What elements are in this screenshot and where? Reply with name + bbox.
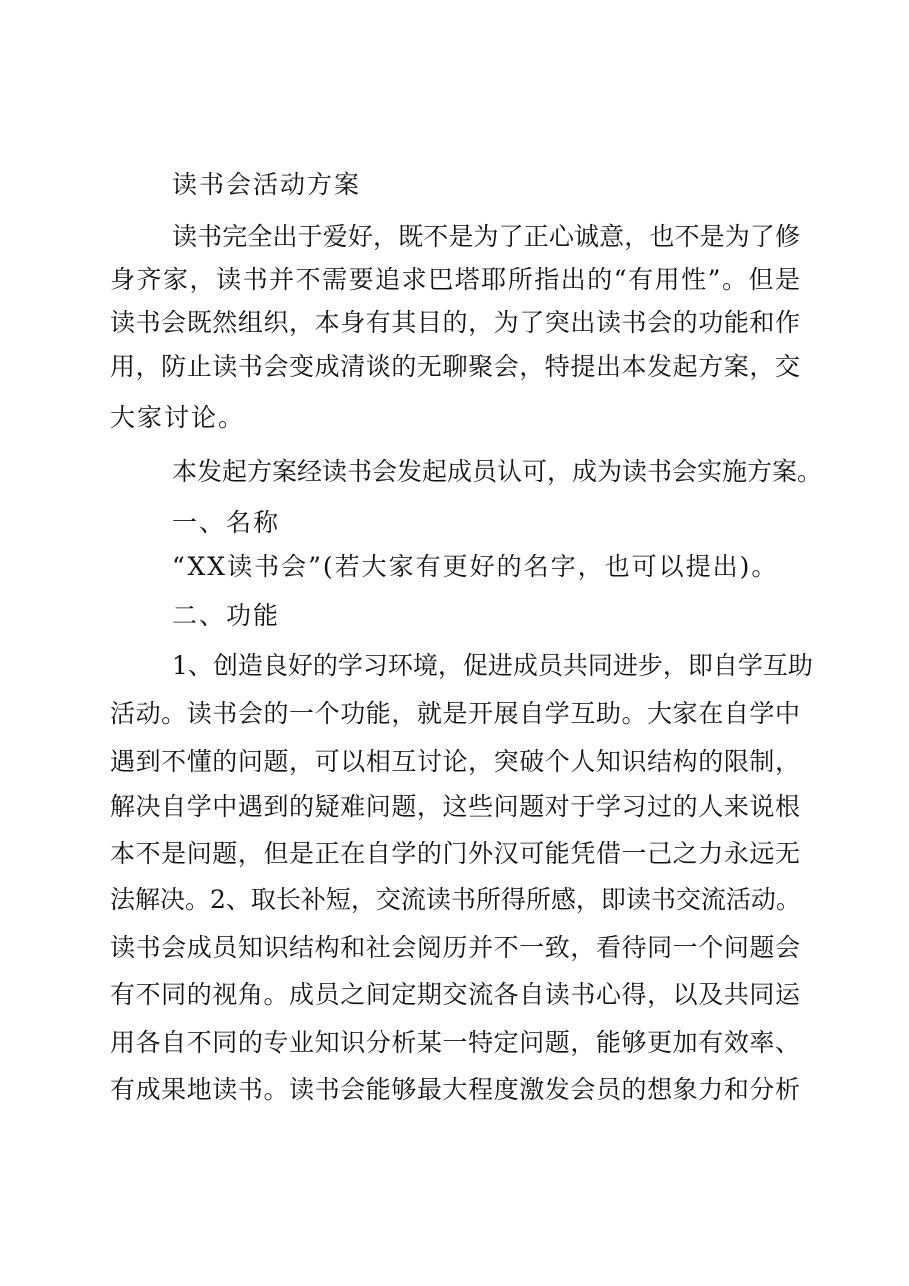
- paragraph-line: “XX读书会”(若大家有更好的名字，也可以提出)。: [172, 552, 779, 581]
- section-heading: 二、功能: [172, 601, 281, 630]
- section-heading: 一、名称: [172, 508, 281, 537]
- paragraph-line: 活动。读书会的一个功能，就是开展自学互助。大家在自学中: [110, 699, 800, 728]
- paragraph-line: 用，防止读书会变成清谈的无聊聚会，特提出本发起方案，交: [110, 352, 800, 381]
- document-title: 读书会活动方案: [172, 170, 362, 199]
- paragraph-line: 有成果地读书。读书会能够最大程度激发会员的想象力和分析: [110, 1075, 800, 1104]
- paragraph-line: 读书会既然组织，本身有其目的，为了突出读书会的功能和作: [110, 308, 800, 337]
- paragraph-line: 有不同的视角。成员之间定期交流各自读书心得，以及共同运: [110, 980, 800, 1009]
- paragraph-line: 本发起方案经读书会发起成员认可，成为读书会实施方案。: [172, 457, 823, 486]
- paragraph-line: 1、创造良好的学习环境，促进成员共同进步，即自学互助: [172, 651, 813, 680]
- paragraph-line: 读书会成员知识结构和社会阅历并不一致，看待同一个问题会: [110, 933, 800, 962]
- paragraph-line: 本不是问题，但是正在自学的门外汉可能凭借一己之力永远无: [110, 839, 800, 868]
- paragraph-line: 读书完全出于爱好，既不是为了正心诚意，也不是为了修: [172, 222, 800, 251]
- paragraph-line: 解决自学中遇到的疑难问题，这些问题对于学习过的人来说根: [110, 792, 800, 821]
- paragraph-line: 用各自不同的专业知识分析某一特定问题，能够更加有效率、: [110, 1028, 800, 1057]
- paragraph-line: 大家讨论。: [110, 403, 246, 432]
- paragraph-line: 身齐家，读书并不需要追求巴塔耶所指出的“有用性”。但是: [110, 265, 800, 294]
- paragraph-line: 遇到不懂的问题，可以相互讨论，突破个人知识结构的限制，: [110, 747, 800, 776]
- paragraph-line: 法解决。2、取长补短，交流读书所得所感，即读书交流活动。: [110, 885, 801, 914]
